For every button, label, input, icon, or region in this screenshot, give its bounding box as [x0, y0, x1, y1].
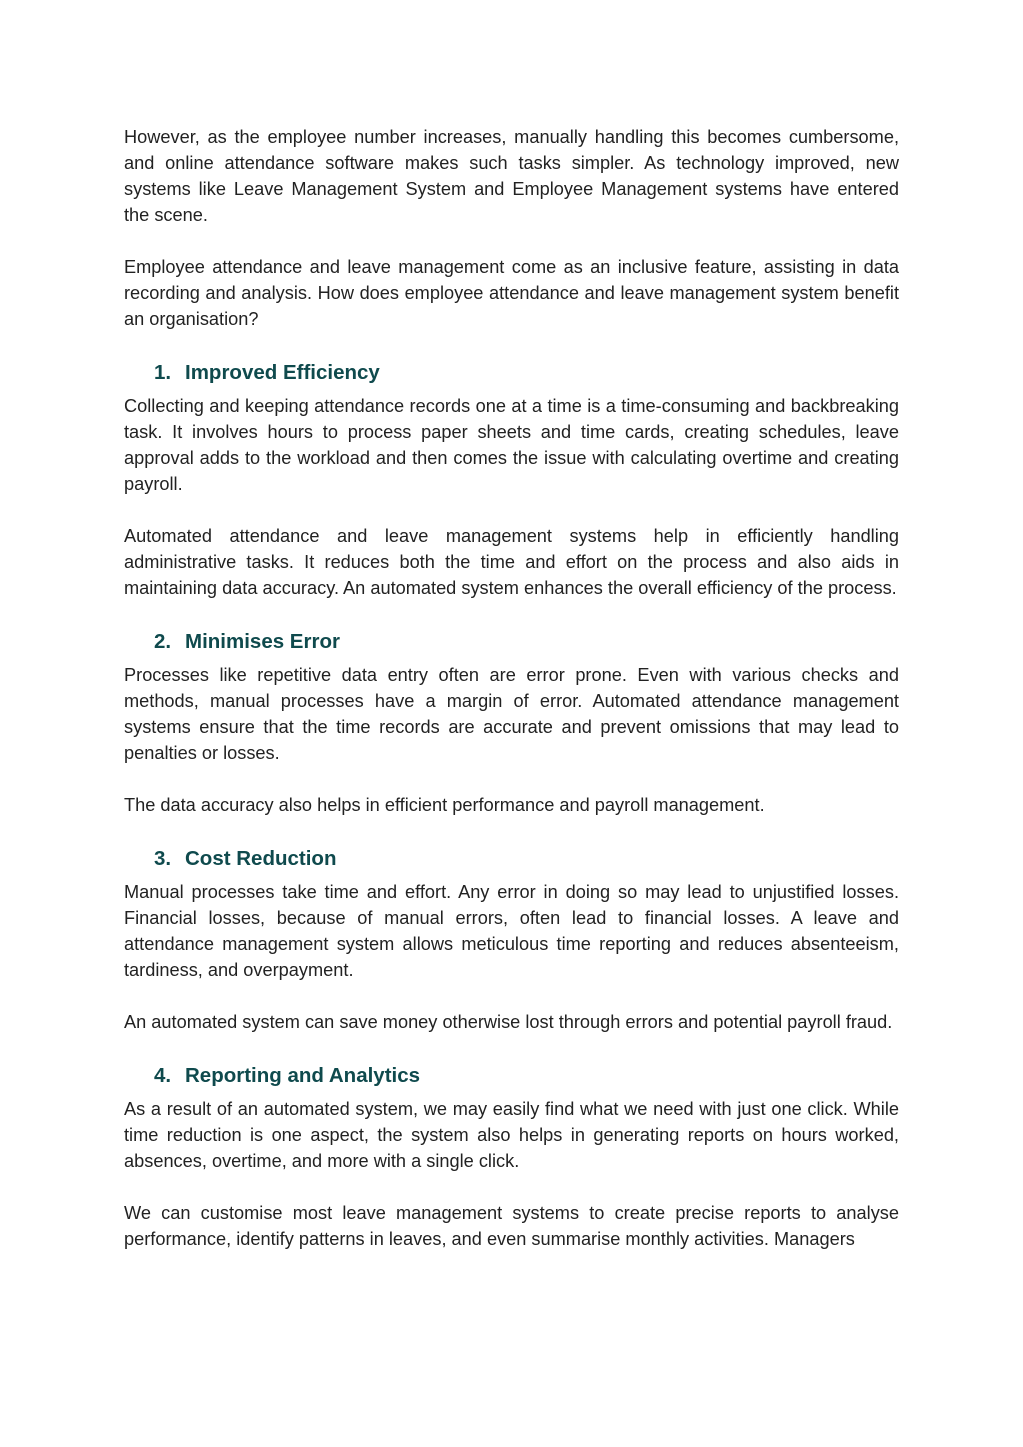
section-heading	[124, 844, 899, 874]
section-paragraph: As a result of an automated system, we may easily find what we need with just one click. While time reduction is one aspect, the system also helps in generating reports on hours worked, absences, overtime, and more with a single click.	[124, 1099, 899, 1171]
section-heading	[124, 627, 899, 657]
section-reporting-and-analytics	[124, 1061, 899, 1252]
section-paragraph: An automated system can save money otherwise lost through errors and potential payroll fraud.	[124, 1012, 893, 1032]
section-title: Improved Efficiency	[185, 361, 380, 384]
section-number: 1.	[154, 361, 172, 384]
section-paragraph: The data accuracy also helps in efficient performance and payroll management.	[124, 795, 765, 815]
section-improved-efficiency	[124, 358, 899, 601]
section-number: 4.	[154, 1064, 172, 1087]
document-page	[124, 124, 899, 1278]
section-paragraph: Processes like repetitive data entry often are error prone. Even with various checks and methods, manual processes have a margin of error. Automated attendance management systems ensure that the time records are accurate and prevent omissions that may lead to penalties or losses.	[124, 665, 899, 763]
section-paragraph: Automated attendance and leave management systems help in efficiently handling administrative tasks. It reduces both the time and effort on the process and also aids in maintaining data accuracy. An automated system enhances the overall efficiency of the process.	[124, 526, 899, 598]
section-heading	[124, 358, 899, 388]
section-number: 3.	[154, 847, 172, 870]
section-title: Minimises Error	[185, 630, 340, 653]
section-cost-reduction	[124, 844, 899, 1035]
section-paragraph: Manual processes take time and effort. Any error in doing so may lead to unjustified losses. Financial losses, because of manual errors, often lead to financial losses. A leave and attendance management system allows meticulous time reporting and reduces absenteeism, tardiness, and overpayment.	[124, 882, 899, 980]
intro-paragraph: Employee attendance and leave management come as an inclusive feature, assisting in data recording and analysis. How does employee attendance and leave management system benefit an organisation?	[124, 257, 899, 329]
section-number: 2.	[154, 630, 172, 653]
section-paragraph: Collecting and keeping attendance records one at a time is a time-consuming and backbreaking task. It involves hours to process paper sheets and time cards, creating schedules, leave approval adds to the workload and then comes the issue with calculating overtime and creating payroll.	[124, 396, 899, 494]
section-title: Cost Reduction	[185, 847, 337, 870]
section-paragraph: We can customise most leave management systems to create precise reports to analyse performance, identify patterns in leaves, and even summarise monthly activities. Managers	[124, 1203, 899, 1249]
section-minimises-error	[124, 627, 899, 818]
section-title: Reporting and Analytics	[185, 1064, 421, 1087]
section-heading	[124, 1061, 899, 1091]
intro-paragraph: However, as the employee number increases, manually handling this becomes cumbersome, and online attendance software makes such tasks simpler. As technology improved, new systems like Leave Management System and Employee Management systems have entered the scene.	[124, 127, 899, 225]
